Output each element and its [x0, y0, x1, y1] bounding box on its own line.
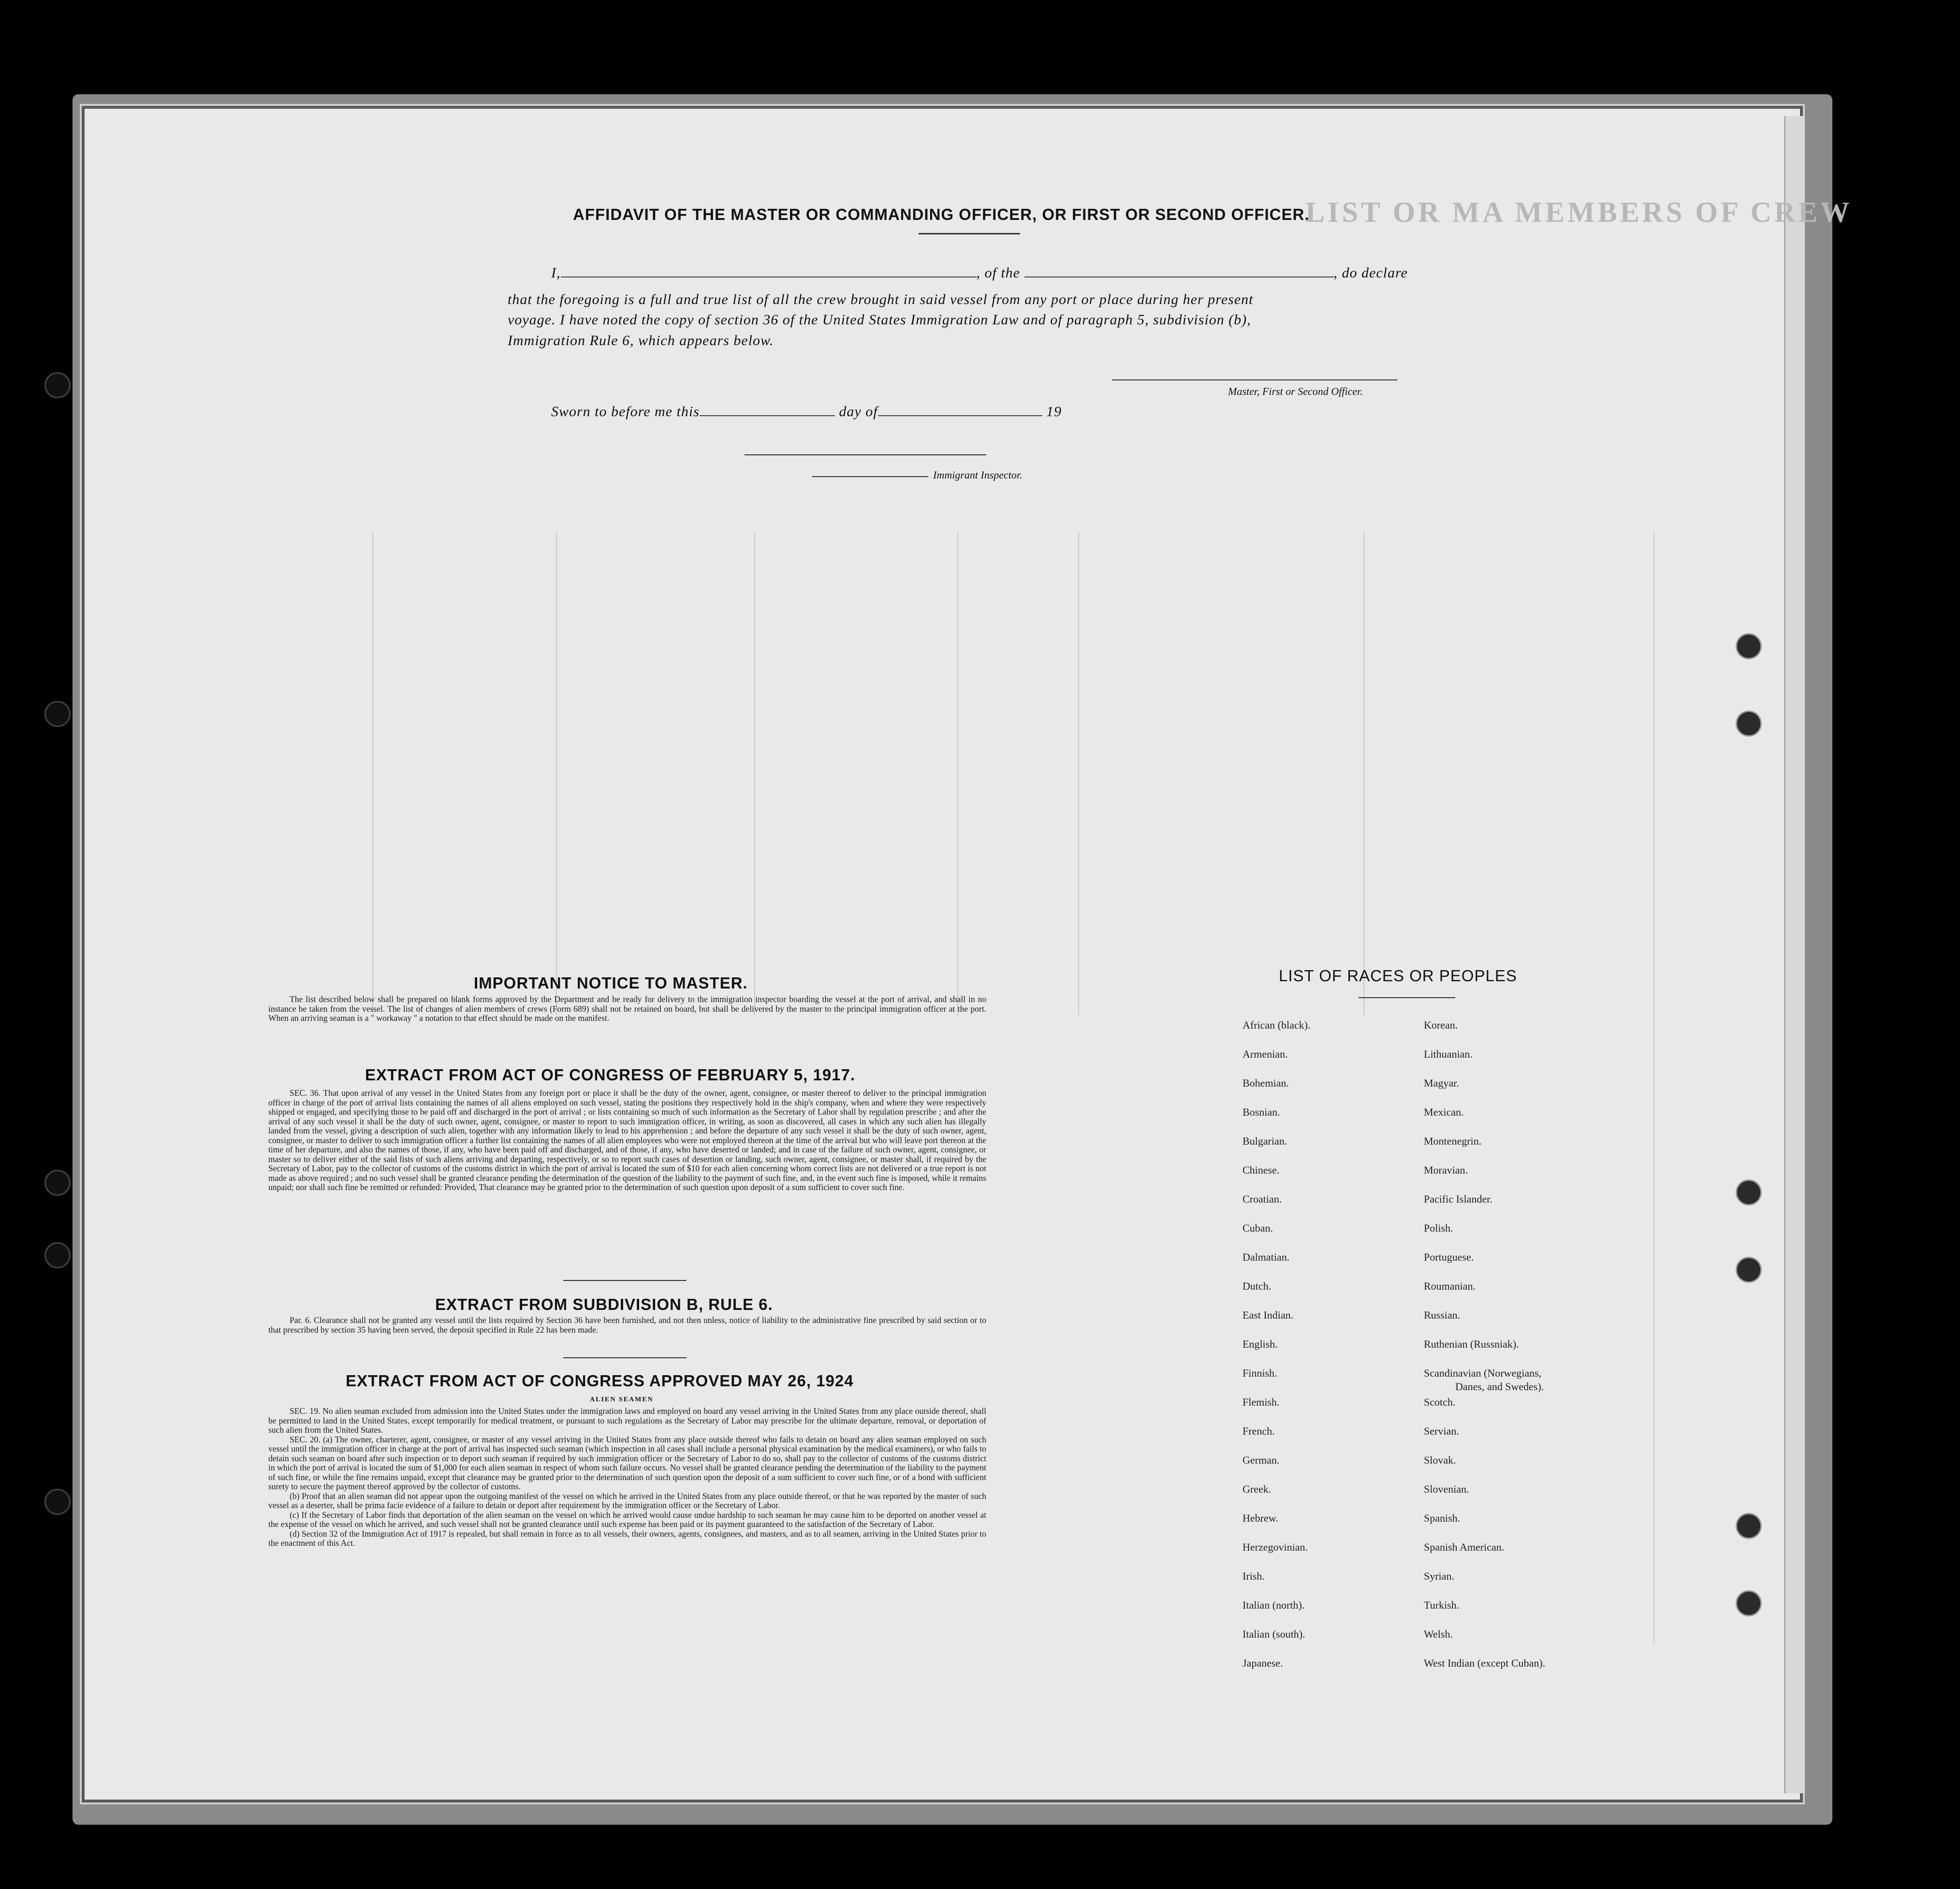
race-item: Dutch. — [1243, 1280, 1272, 1292]
year-label: 19 — [1046, 404, 1062, 420]
race-item: Bulgarian. — [1243, 1135, 1287, 1147]
sec-20d-paragraph: (d) Section 32 of the Immigration Act of 1917 is repealed, but shall remain in force as to all vessels, their owners, agents, consignees, and masters, and as to all seamen, arriving in the United States prior to the enactment of this Act. — [268, 1528, 986, 1548]
affidavit-title: AFFIDAVIT OF THE MASTER OR COMMANDING OFFICER, OR FIRST OR SECOND OFFICER. — [573, 205, 1310, 223]
race-item: Bosnian. — [1243, 1106, 1280, 1118]
divider — [563, 1357, 687, 1358]
race-item: Moravian. — [1424, 1164, 1468, 1176]
race-item: Magyar. — [1424, 1077, 1459, 1089]
race-item: Armenian. — [1243, 1048, 1288, 1060]
extract-1917-title: EXTRACT FROM ACT OF CONGRESS OF FEBRUARY 5, 1917. — [365, 1066, 856, 1084]
alien-seamen-caption: ALIEN SEAMEN — [590, 1396, 654, 1403]
divider — [563, 1280, 687, 1281]
race-item: West Indian (except Cuban). — [1424, 1657, 1546, 1669]
race-item: German. — [1243, 1454, 1280, 1466]
punch-hole — [1736, 711, 1762, 737]
notice-text — [268, 995, 986, 1023]
punch-hole — [44, 701, 71, 727]
sec-20a-paragraph: SEC. 20. (a) The owner, charterer, agent, consignee, or master of any vessel arriving in the United States from any place outside thereof who fails to detain on board any alien seaman employed on such vessel until the immigration officer in charge at the port of arrival has inspected such seaman (which inspection in all cases shall include a personal physical examination by the medical examiners), or who fails to detain such seaman on board after such inspection or to deport such seaman if required by such immigration officer or the Secretary of Labor to do so, shall pay to the collector of customs of the customs district in which the port of arrival is located the sum of $1,000 for each alien seaman in respect of whom such failure occurs. No vessel shall be granted clearance pending the determination of the liability to the payment of such fine, or while the fine remains unpaid, except that clearance may be granted prior to the determination of such question upon the deposit of a sum sufficient to cover such fine, or of a bond with sufficient surety to secure the payment thereof approved by the collector of customs. — [268, 1434, 986, 1491]
race-item: Herzegovinian. — [1243, 1541, 1308, 1553]
subdivision-b-title: EXTRACT FROM SUBDIVISION B, RULE 6. — [435, 1295, 773, 1313]
i-label: I, — [551, 265, 561, 281]
race-item: English. — [1243, 1338, 1278, 1350]
race-item: Servian. — [1424, 1425, 1459, 1437]
race-item: Portuguese. — [1424, 1251, 1474, 1263]
signature-line[interactable] — [1112, 379, 1397, 380]
day-of-label: day of — [839, 404, 878, 420]
race-item: Croatian. — [1243, 1193, 1282, 1205]
race-item: Roumanian. — [1424, 1280, 1476, 1292]
punch-hole — [1736, 1257, 1762, 1283]
punch-hole — [44, 1170, 71, 1196]
bleed-column-line — [1363, 532, 1364, 1015]
notice-paragraph: The list described below shall be prepared on blank forms approved by the Department and be ready for delivery to the immigration inspector boarding the vessel at the port of arrival, and shall in no instance be taken from the vessel. The list of changes of alien members of crews (Form 689) shall not be retained on board, but shall be delivered by the master to the principal immigration officer at the port. When an arriving seaman is a " workaway " a notation to that effect should be made on the manifest. — [268, 994, 986, 1023]
race-item: Spanish American. — [1424, 1541, 1505, 1553]
bleed-column-line — [556, 532, 557, 1015]
bleed-column-line — [957, 532, 958, 1015]
name-blank[interactable] — [561, 276, 977, 277]
bleed-column-line — [1078, 532, 1079, 1015]
race-item: Lithuanian. — [1424, 1048, 1473, 1060]
inspector-caption: Immigrant Inspector. — [933, 469, 1023, 481]
sworn-line — [551, 404, 1062, 420]
par-6-paragraph: Par. 6. Clearance shall not be granted any vessel until the lists required by Section 36 have been furnished, and not then unless, notice of liability to the administrative fine prescribed by said section or to that prescribed by section 35 having been served, the deposit specified in Rule 22 has been made. — [268, 1315, 986, 1335]
race-item: Japanese. — [1243, 1657, 1283, 1669]
punch-hole — [1736, 1513, 1762, 1539]
race-item: Pacific Islander. — [1424, 1193, 1492, 1205]
race-item: African (black). — [1243, 1019, 1311, 1031]
race-item: Ruthenian (Russniak). — [1424, 1338, 1519, 1350]
do-declare-label: , do declare — [1333, 265, 1408, 281]
race-item: Russian. — [1424, 1309, 1461, 1321]
punch-hole — [44, 1489, 71, 1515]
race-item: Danes, and Swedes). — [1455, 1380, 1544, 1393]
section-36-paragraph: SEC. 36. That upon arrival of any vessel in the United States from any foreign port or place it shall be the duty of the owner, agent, consignee, or master thereof to deliver to the principal immigration officer in charge of the port of arrival lists containing the names of all aliens employed on such vessel, stating the positions they respectively hold in the ship's company, when and where they were respectively shipped or engaged, and specifying those to be paid off and discharged in the port of arrival ; or lists containing so much of such information as the Secretary of Labor shall by regulation prescribe ; and after the arrival of any such vessel it shall be the duty of such owner, agent, consignee, or master to report to such immigration officer, in writing, as soon as discovered, all cases in which any such alien has illegally landed from the vessel, giving a description of such alien, together with any information likely to lead to his apprehension ; and before the departure of any such vessel it shall be the duty of such owner, agent, consignee, or master to deliver to such immigration officer a further list containing the names of all alien employees who were not employed thereon at the time of the arrival but who will leave port thereon at the time of her departure, and also the names of those, if any, who have been paid off and discharged, and of those, if any, who have deserted or landed; and in case of the failure of such owner, agent, consignee, or master so to deliver either of the said lists of such aliens arriving and departing, respectively, or so to report such cases of desertion or landing, such owner, agent, consignee, or master shall, if required by the Secretary of Labor, pay to the collector of customs of the customs district in which the port of arrival is located the sum of $10 for each alien concerning whom correct lists are not delivered or a true report is not made as above required ; and no such vessel shall be granted clearance pending the determination of the question of the liability to the payment of such fine, and, in the event such fine is imposed, while it remains unpaid; nor shall such fine be remitted or refunded: Provided, That clearance may be granted prior to the determination of such question upon deposit of a sum sufficient to cover such fine. — [268, 1088, 986, 1192]
inspector-short-line — [812, 476, 928, 477]
race-item: Hebrew. — [1243, 1512, 1278, 1524]
race-item: French. — [1243, 1425, 1275, 1437]
declaration-line — [551, 265, 1408, 281]
vessel-blank[interactable] — [1024, 276, 1334, 277]
inspector-signature-line[interactable] — [745, 454, 986, 455]
race-item: Montenegrin. — [1424, 1135, 1482, 1147]
race-item: Irish. — [1243, 1570, 1265, 1582]
race-item: Slovak. — [1424, 1454, 1456, 1466]
race-item: Cuban. — [1243, 1222, 1273, 1234]
race-item: Polish. — [1424, 1222, 1453, 1234]
punch-hole — [44, 1242, 71, 1268]
sec-20c-paragraph: (c) If the Secretary of Labor finds that deportation of the alien seaman on the vessel on which he arrived would cause undue hardship to such seaman he may cause him to be deported on another vessel at the expense of the vessel on which he arrived, and such vessel shall not be granted clearance until such expense has been paid or its payment guaranteed to the satisfaction of the Secretary of Labor. — [268, 1510, 986, 1529]
bleed-column-line — [1653, 532, 1654, 1643]
punch-hole — [1736, 1179, 1762, 1206]
race-item: Italian (south). — [1243, 1628, 1305, 1640]
race-item: Greek. — [1243, 1483, 1272, 1495]
divider — [919, 233, 1020, 234]
page-edge — [1784, 116, 1805, 1793]
race-item: Scotch. — [1424, 1396, 1456, 1408]
punch-hole — [1736, 633, 1762, 659]
race-item: East Indian. — [1243, 1309, 1294, 1321]
race-item: Chinese. — [1243, 1164, 1280, 1176]
notice-title: IMPORTANT NOTICE TO MASTER. — [474, 974, 748, 992]
extract-1924-title: EXTRACT FROM ACT OF CONGRESS APPROVED MAY 26, 1924 — [346, 1372, 854, 1390]
race-item: Syrian. — [1424, 1570, 1454, 1582]
races-title: LIST OF RACES OR PEOPLES — [1279, 967, 1517, 985]
declaration-text-3: voyage. I have noted the copy of section 36 of the United States Immigration Law and of paragraph 5, subdivision (b), — [508, 312, 1251, 328]
bleed-through-title: LIST OR MA MEMBERS OF CREW — [1305, 196, 1853, 228]
declaration-text-4: Immigration Rule 6, which appears below. — [508, 333, 774, 349]
race-item: Welsh. — [1424, 1628, 1453, 1640]
sworn-day-blank[interactable] — [700, 415, 835, 416]
punch-hole — [44, 372, 71, 398]
race-item: Turkish. — [1424, 1599, 1460, 1611]
sec-19-paragraph: SEC. 19. No alien seaman excluded from admission into the United States under the immigration laws and employed on board any vessel arriving in the United States from any place outside thereof, shall be permitted to land in the United States, except temporarily for medical treatment, or pursuant to such regulations as the Secretary of Labor may prescribe for the ultimate departure, removal, or deportation of such alien from the United States. — [268, 1406, 986, 1435]
bleed-column-line — [754, 532, 755, 1015]
month-blank[interactable] — [878, 415, 1042, 416]
subdivision-b-text — [268, 1316, 986, 1335]
bleed-column-line — [372, 532, 373, 1015]
document-page — [80, 104, 1805, 1804]
punch-hole — [1736, 1590, 1762, 1616]
sec-20b-paragraph: (b) Proof that an alien seaman did not appear upon the outgoing manifest of the vessel on which he arrived in the United States from any place outside thereof, or that he was reported by the master of such vessel as a deserter, shall be prima facie evidence of a failure to detain or deport after requirement by the immigration officer or the Secretary of Labor. — [268, 1491, 986, 1510]
of-the-label: , of the — [976, 265, 1020, 281]
divider — [1359, 997, 1455, 998]
race-item: Spanish. — [1424, 1512, 1461, 1524]
extract-1924-text — [268, 1407, 986, 1548]
race-item: Bohemian. — [1243, 1077, 1289, 1089]
race-item: Slovenian. — [1424, 1483, 1469, 1495]
signature-caption: Master, First or Second Officer. — [1228, 385, 1363, 397]
race-item: Scandinavian (Norwegians, — [1424, 1367, 1542, 1379]
race-item: Mexican. — [1424, 1106, 1464, 1118]
race-item: Korean. — [1424, 1019, 1458, 1031]
declaration-text-2: that the foregoing is a full and true list of all the crew brought in said vessel from any port or place during her present — [508, 291, 1254, 307]
race-item: Flemish. — [1243, 1396, 1280, 1408]
sworn-label: Sworn to before me this — [551, 404, 700, 420]
race-item: Finnish. — [1243, 1367, 1277, 1379]
race-item: Dalmatian. — [1243, 1251, 1290, 1263]
extract-1917-text — [268, 1089, 986, 1192]
race-item: Italian (north). — [1243, 1599, 1305, 1611]
